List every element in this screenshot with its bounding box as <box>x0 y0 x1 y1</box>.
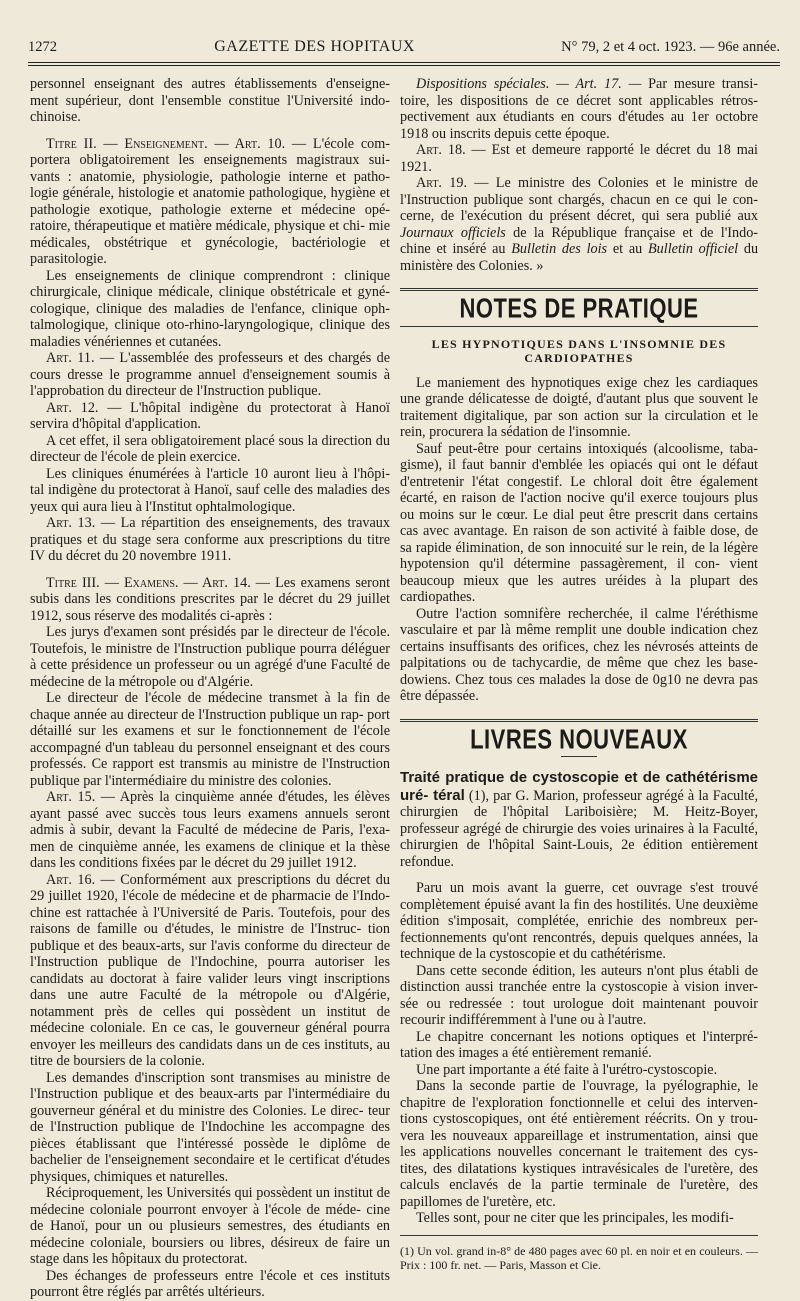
article-heading: Art. 15. — <box>46 789 115 805</box>
paragraph <box>400 76 758 142</box>
paragraph: Les jurys d'examen sont présidés par le directeur de l'école. Toutefois, le ministre de l'Instruction publique pourra déléguer à cette présidence un professeur ou un agrégé d'une Faculté de médecine de la métropole ou d'Algérie. <box>30 624 390 690</box>
paragraph: Paru un mois avant la guerre, cet ouvrage s'est trouvé complètement épuisé avant la fin des hostilités. Une deuxième édition s'imposait, complétée, enrichie des nombreux per- fectionnements qu'ont rencontrés, depuis quelques années, la technique de la cystoscopie et du cathétérisme. <box>400 880 758 962</box>
paragraph: Telles sont, pour ne citer que les principales, les modifi- <box>416 1210 734 1226</box>
section-rule <box>400 719 758 722</box>
article-heading: Art. 13. — <box>46 515 116 531</box>
paragraph-text: L'assemblée des professeurs et des chargés de cours dresse le programme annuel d'enseignement soumis à l'approbation du directeur de l'Instruction publique. <box>30 350 390 399</box>
paragraph <box>400 175 758 274</box>
right-column <box>400 76 758 1272</box>
paragraph-text: Les examens seront subis dans les conditions prescrites par le décret du 29 juillet 1912, sous réserve des modalités ci-après : <box>30 574 391 624</box>
livres-section-header <box>400 719 758 758</box>
article-heading: Art. 19. — <box>416 175 489 191</box>
paragraph <box>30 136 390 268</box>
header-rule-2 <box>28 65 780 66</box>
paragraph: A cet effet, il sera obligatoirement placé sous la direction du directeur de l'école de plein exercice. <box>30 432 390 465</box>
article-heading: Art. 16. — <box>46 871 115 888</box>
paragraph: Dans cette seconde édition, les auteurs n'ont plus établi de distinction aussi tranchée entre la cystoscopie à vision inver- sée ou redressée : tout urologue doit maintenant pouvoir recourir indifféremment à l'une ou à l'autre. <box>400 962 758 1028</box>
paragraph: Le maniement des hypnotiques exige chez les cardiaques une grande délicatesse de doigté, d'autant plus que souvent le traitement digitalique, par son action sur la circulation et le rein, procurera la sédation de l'insomnie. <box>400 374 758 440</box>
book-title: Traité pratique de cystoscopie et de cathétérisme uré- téral <box>400 769 758 804</box>
notes-section-header <box>400 288 758 327</box>
issue-info: N° 79, 2 et 4 oct. 1923. — 96e année. <box>561 39 780 55</box>
article-heading: Art. 11. — <box>46 350 115 366</box>
paragraph: Réciproquement, les Universités qui possèdent un institut de médecine coloniale pourront envoyer à l'école de méde- cine de Hanoï, pour un ou plusieurs semestres, des étudiants en médecine coloniale, boursiers ou libres, désireux de faire un stage dans les hôpitaux du protectorat. <box>30 1185 390 1267</box>
left-column <box>30 76 390 1301</box>
paragraph-text: et au <box>612 241 643 257</box>
paragraph <box>30 575 390 625</box>
paragraph: Les demandes d'inscription sont transmises au ministre de l'Instruction publique et des beaux-arts par l'intermédiaire du gouverneur général et du ministre des Colonies. Le direc- teur de l'Instruction publique de l'Indochine les accompagne des pièces établissant que l'intéressé possède le diplôme de bachelier de l'enseignement secondaire et le certificat d'études physiques, chimiques et naturelles. <box>30 1069 390 1185</box>
paragraph: Une part importante a été faite à l'urétro-cystoscopie. <box>416 1061 718 1078</box>
paragraph-text: La répartition des enseignements, des travaux pratiques et du stage sera conforme aux prescriptions du titre IV du décret du 20 novembre 1911. <box>30 515 390 564</box>
paragraph-text: L'hôpital indigène du protectorat à Hanoï servira d'hôpital d'application. <box>30 399 390 432</box>
footnote-ref: (1) <box>468 787 486 804</box>
paragraph-text: de la République française et de l'Indo- chine et inséré au <box>400 224 759 257</box>
paragraph: Sauf peut-être pour certains intoxiqués (alcoolisme, taba- gisme), il faut bannir d'emblée les opiacés qui ont le défaut d'entretenir l'état congestif. Le chloral doit être également écarté, en raison de l'action nocive qu'il exerce toujours plus ou moins sur le cœur. Le dial peut être prescrit dans certains cas avec avantage. En raison de son activité à faible dose, de sa rapide élimination, de son innocuité sur le rein, de la légère hypotension qu'il détermine passagèrement, il con- vient beaucoup mieux que les autres uréides à la plupart des cardiopathes. <box>400 440 758 605</box>
paragraph <box>400 142 758 175</box>
article-subtitle: LES HYPNOTIQUES DANS L'INSOMNIE DES CARDIOPATHES <box>431 336 727 365</box>
section-rule <box>400 288 758 291</box>
paragraph-text: Conformément aux prescriptions du décret du 29 juillet 1920, l'école de médecine et de pharmacie de l'Indo- chine est rattachée à l'Université de Paris. Toutefois, pour des raisons de famille ou d'études, le ministre de l'Instruc- tion publique et des beaux-arts, sur l'avis conforme du directeur de l'Instruction publique de l'Indochine, pourra autoriser les candidats au doctorat à faire valider leurs vingt inscriptions dans une autre Faculté de la métropole ou d'Algérie, notamment près de celles qui possèdent un institut de médecine coloniale. En ce cas, le gouverneur général pourra envoyer les meilleurs des candidats dans un de ces instituts, au titre de boursiers de la colonie. <box>30 871 390 1069</box>
italic-text: Bulletin des lois <box>511 241 608 257</box>
paragraph-text: L'école com- portera obligatoirement les enseignements magistraux sui- vants : anatomie, physiologie, pathologie interne et patho- logie générale, histologie et anatomie pathologique, hygiène et pathologie exotique, pathologie externe et médecine opé- ratoire, thérapeutique et matière médicale, physique et chi- mie médicales, obstétrique et gynécologie, bactériologie et parasitologie. <box>30 135 390 267</box>
paragraph <box>30 789 390 872</box>
page-number: 1272 <box>28 39 57 55</box>
paragraph <box>30 872 390 1070</box>
paragraph: Les enseignements de clinique comprendront : clinique chirurgicale, clinique médicale, clinique obstétricale et gyné- cologique, clinique des maladies de l'enfance, clinique oph- talmologique, clinique oto-rhino-laryngologique, clinique des maladies vénériennes et cutanées. <box>30 267 390 350</box>
paragraph-text: Par mesure transi- toire, les dispositions de ce décret sont applicables rétros- pectivement aux étudiants en cours d'études au 1er octobre 1918 ou inscrits depuis cette époque. <box>400 76 758 142</box>
paragraph <box>30 350 390 400</box>
paragraph-text: Est et demeure rapporté le décret du 18 mai 1921. <box>400 142 758 175</box>
footnote: (1) Un vol. grand in-8° de 480 pages avec 60 pl. en noir et en couleurs. — Prix : 100 fr. net. — Paris, Masson et Cie. <box>400 1235 758 1272</box>
paragraph <box>30 400 390 433</box>
italic-text: Journaux officiels <box>400 224 506 241</box>
article-heading: Titre II. — Enseignement. — Art. 10. — <box>46 135 307 152</box>
paragraph: Dans la seconde partie de l'ouvrage, la pyélographie, le chapitre de l'exploration fonctionnelle et celui des interven- tions cystoscopiques, ont été entièrement réécrits. On y trou- vera les nouveaux appareillage et instrumentation, ainsi que les applications nouvelles concernant le traitement des cys- tites, des dilatations kystiques intravésicales de l'uretère, des calculs enclavés de la partie terminale de l'uretère, des papillomes de l'uretère, etc. <box>400 1078 758 1210</box>
paragraph-text: du ministère des Colonies. » <box>400 241 759 274</box>
section-title: NOTES DE PRATIQUE <box>459 292 699 324</box>
paragraph-text: Après la cinquième année d'études, les élèves ayant passé avec succès tous leurs examens annuels seront admis à subir, devant la Faculté de médecine de Paris, l'exa- men de cinquième année, les examens de clinique et la thèse dans les conditions fixées par le décret du 29 juillet 1912. <box>30 789 390 871</box>
section-title: LIVRES NOUVEAUX <box>470 723 688 755</box>
article-heading: Titre III. — Examens. — Art. 14. — <box>46 574 270 591</box>
article-heading: Art. 18. — <box>416 142 486 158</box>
paragraph: personnel enseignant des autres établissements d'enseigne- ment supérieur, dont l'ensemble constitue l'Université indo- chinoise. <box>30 76 390 125</box>
article-heading: Dispositions spéciales. — Art. 17. — <box>416 76 642 92</box>
paragraph: Des échanges de professeurs entre l'école et ces instituts pourront être réglés par arrêtés ultérieurs. <box>30 1267 390 1300</box>
paragraph-text: Le ministre des Colonies et le ministre de l'Instruction publique sont chargés, chacun en ce qui le con- cerne, de l'exécution du présent décret, qui sera publié aux <box>400 175 759 224</box>
book-entry <box>400 769 758 870</box>
paragraph: Le directeur de l'école de médecine transmet à la fin de chaque année au directeur de l'Instruction publique un rap- port détaillé sur les examens et sur le fonctionnement de l'école accompagné d'un tableau du personnel enseignant et des cours professés. Ce rapport est transmis au ministre de l'Instruction publique par l'intermédiaire du ministre des colonies. <box>30 690 390 789</box>
book-authors: , par G. Marion, professeur agrégé à la Faculté, chirurgien de l'hôpital Lariboisière; M. Heitz-Boyer, professeur agrégé de chirurgie des voies urinaires à la Faculté, chirurgien de l'hôpital Saint-Louis, 2e édition entièrement refondue. <box>400 787 758 870</box>
section-rule <box>400 326 758 327</box>
journal-title: GAZETTE DES HOPITAUX <box>214 38 415 55</box>
paragraph: Les cliniques énumérées à l'article 10 auront lieu à l'hôpi- tal indigène du protectorat à Hanoï, sauf celle des maladies des yeux qui aura lieu à l'Institut ophtalmologique. <box>30 465 390 515</box>
paragraph: Le chapitre concernant les notions optiques et l'interpré- tation des images a été entièrement remanié. <box>400 1028 758 1061</box>
paragraph <box>30 515 390 565</box>
italic-text: Bulletin officiel <box>648 241 739 257</box>
section-rule-short <box>561 756 597 757</box>
paragraph: Outre l'action somnifère recherchée, il calme l'éréthisme vasculaire et par là même remplit une double indication chez certains insuffisants des orifices, chez les névrosés atteints de palpitations ou de tachycardie, de même que chez les base- dowiens. Chez tous ces malades la dose de 0g10 ne devra pas être dépassée. <box>400 605 758 704</box>
article-heading: Art. 12. — <box>46 399 122 416</box>
page-header <box>28 38 780 64</box>
header-rule <box>28 62 780 63</box>
